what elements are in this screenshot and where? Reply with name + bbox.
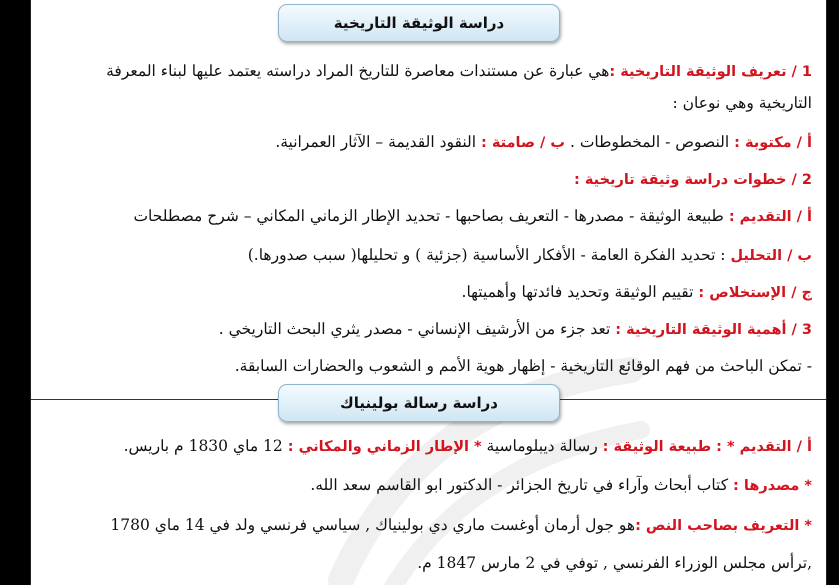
importance-line-2: - تمكن الباحث من فهم الوقائع التاريخية - إظهار هوية الأمم و الشعوب والحضارات السابقة. (234, 357, 812, 375)
author-line: * التعريف بصاحب النص :هو جول أرمان أوغست ماري دي بولينياك , سياسي فرنسي ولد في 14 ماي 1780 (110, 516, 812, 534)
steps-heading: 2 / خطوات دراسة وثيقة تاريخية : (574, 172, 812, 188)
author-line-2: ,ترأس مجلس الوزراء الفرنسي , توفي في 2 مارس 1847 م. (417, 554, 812, 572)
letter-source-line: * مصدرها : كتاب أبحاث وآراء في تاريخ الجزائر - الدكتور ابو القاسم سعد الله. (310, 476, 812, 494)
types-line: أ / مكتوبة : النصوص - المخطوطات . ب / صامتة : النقود القديمة – الآثار العمرانية. (275, 133, 812, 151)
conclusion-step-line: ج / الإستخلاص : تقييم الوثيقة وتحديد فائدتها وأهميتها. (461, 283, 812, 301)
introduction-step-line: أ / التقديم : طبيعة الوثيقة - مصدرها - التعريف بصاحبها - تحديد الإطار الزماني المكاني – شرح مصطلحات (133, 207, 812, 225)
section-title-document-study: دراسة الوثيقة التاريخية (278, 4, 560, 42)
importance-line: 3 / أهمية الوثيقة التاريخية : تعد جزء من الأرشيف الإنساني - مصدر يثري البحث التاريخي . (218, 320, 812, 338)
analysis-step-line: ب / التحليل : تحديد الفكرة العامة - الأفكار الأساسية (جزئية ) و تحليلها( سبب صدورها.) (247, 246, 812, 264)
definition-line-2: التاريخية وهي نوعان : (672, 94, 812, 112)
definition-line: 1 / تعريف الوثيقة التاريخية :هي عبارة عن مستندات معاصرة للتاريخ المراد دراسته يعتمد عليها لبناء المعرفة (106, 62, 812, 80)
section-title-polignac-letter: دراسة رسالة بولينياك (278, 384, 560, 422)
definition-heading: 1 / تعريف الوثيقة التاريخية : (609, 64, 812, 80)
letter-nature-line: أ / التقديم * : طبيعة الوثيقة : رسالة ديبلوماسية * الإطار الزماني والمكاني : 12 ماي 1830 م باريس. (123, 437, 812, 455)
document-page (30, 0, 827, 585)
